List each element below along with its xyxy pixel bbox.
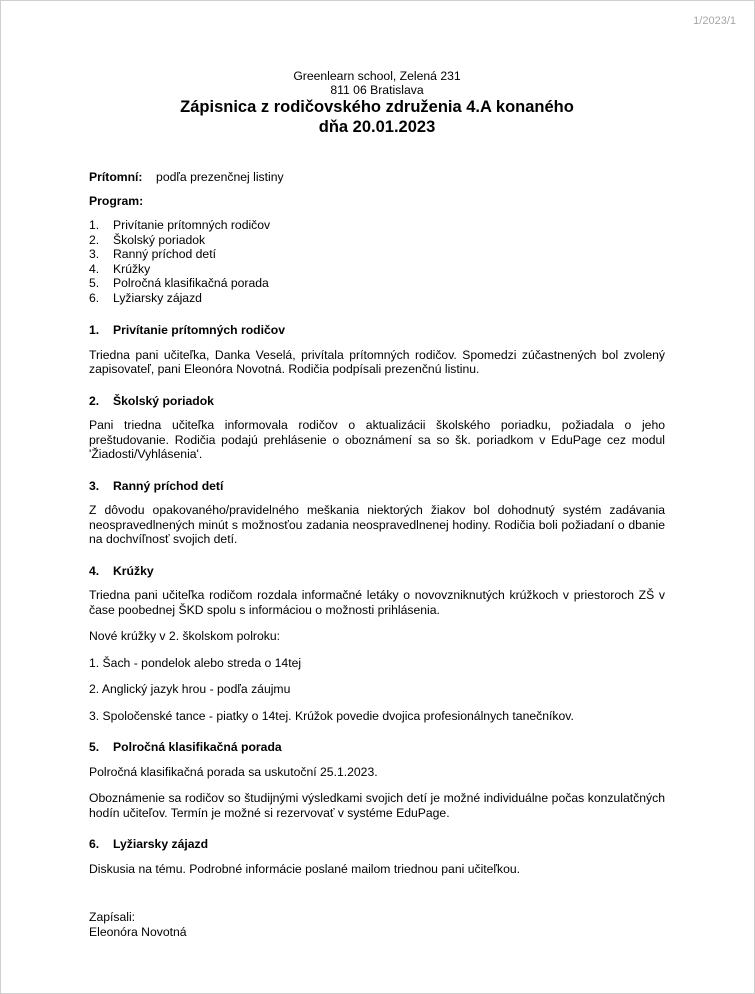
program-item: 2. Školský poriadok [89,232,206,247]
attendance-line [89,170,665,185]
program-list [89,218,665,305]
document-title-line1: Zápisnica z rodičovského združenia 4.A konaného [180,98,574,116]
section-text: Triedna pani učiteľka rodičom rozdala informačné letáky o novovzniknutých krúžkoch v priestoroch ZŠ v čase poobednej ŠKD spolu s informáciou o možnosti prihlásenia. [89,588,665,617]
school-name: Greenlearn school, Zelená 231 [293,69,461,83]
document-title-line2: dňa 20.01.2023 [318,118,436,136]
program-item: 5. Polročná klasifikačná porada [89,276,269,290]
attendance-label: Prítomní: [89,170,143,184]
club-item: 2. Anglický jazyk hrou - podľa záujmu [89,682,291,696]
program-item: 4. Krúžky [89,261,151,276]
section-text: Polročná klasifikačná porada sa uskutoční 25.1.2023. [89,764,378,779]
document-header [89,69,665,137]
section-heading: 4. Krúžky [89,563,154,578]
program-item: 1. Privítanie prítomných rodičov [89,218,271,232]
section-heading: 5. Polročná klasifikačná porada [89,740,282,754]
section-heading: 3. Ranný príchod detí [89,478,224,493]
club-item: 1. Šach - pondelok alebo streda o 14tej [89,655,302,670]
section-heading: 6. Lyžiarsky zájazd [89,837,209,851]
section-heading: 1. Privítanie prítomných rodičov [89,323,286,337]
section-text: Triedna pani učiteľka, Danka Veselá, privítala prítomných rodičov. Spomedzi zúčastnených bol zvolený zapisovateľ, pani Eleonóra Novotná. Rodičia podpísali prezenčnú listinu. [89,347,665,376]
section-text: Diskusia na tému. Podrobné informácie poslané mailom triednou pani učiteľkou. [89,861,521,876]
signature-label: Zapísali: [89,910,136,924]
club-item: 3. Spoločenské tance - piatky o 14tej. Krúžok povedie dvojica profesionálnych tanečníkov. [89,708,574,723]
document-content [89,69,665,940]
signature-block [89,910,665,940]
section-text: Oboznámenie sa rodičov so študijnými výsledkami svojich detí je možné individuálne počas konzulatčných hodín učiteľov. Termín je možné si rezervovať v systéme EduPage. [89,791,665,820]
section-text: Z dôvodu opakovaného/pravidelného meškania niektorých žiakov bol dohodnutý systém zadávania neospravedlnených minút s možnosťou zadania neospravedlnenej hodiny. Rodičia boli požiadaní o dbanie na dochvíľnosť svojich detí. [89,503,665,546]
section-heading: 2. Školský poriadok [89,393,214,408]
school-address: 811 06 Bratislava [330,83,424,97]
section-text: Pani triedna učiteľka informovala rodičov o aktualizácii školského poriadku, požiadala o jeho preštudovanie. Rodičia podajú prehlásenie o oboznámení sa so šk. poriadkom v EduPage cez modul 'Žiadosti/Vyhlásenia'. [89,418,665,461]
program-item: 6. Lyžiarsky zájazd [89,290,202,305]
attendance-value: podľa prezenčnej listiny [156,170,284,184]
page-number: 1/2023/1 [693,15,736,27]
program-item: 3. Ranný príchod detí [89,247,216,261]
club-list-intro: Nové krúžky v 2. školskom polroku: [89,629,281,643]
signature-name: Eleonóra Novotná [89,925,187,939]
program-label: Program: [89,193,144,208]
